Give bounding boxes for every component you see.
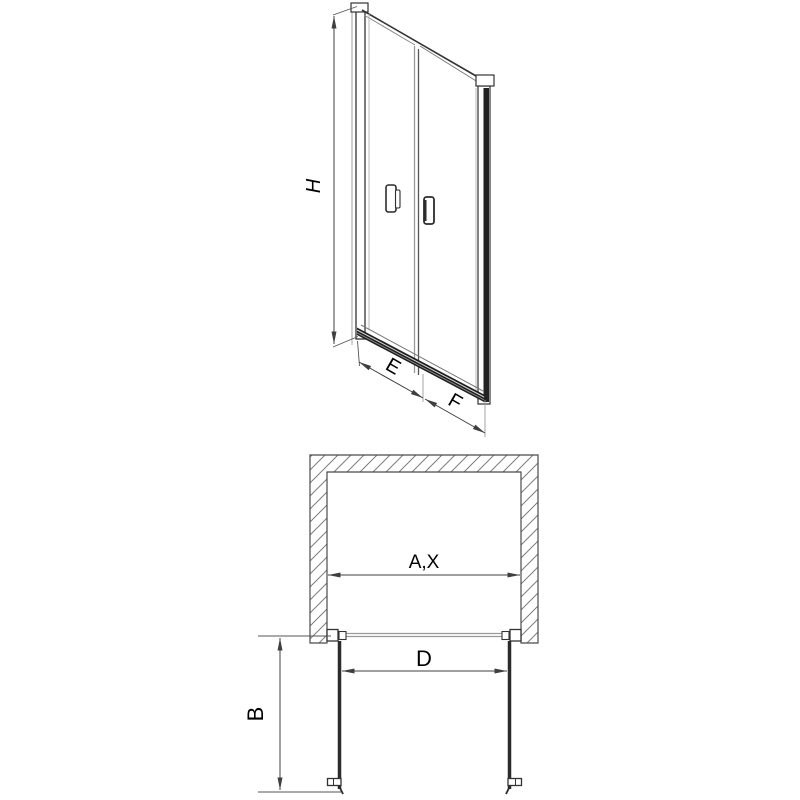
door-edge-tip (340, 788, 343, 794)
door-handle-left-plan (328, 779, 342, 786)
wall-section (310, 455, 538, 643)
dimension-opening-width (328, 552, 520, 575)
dimension-label-ax: A,X (408, 552, 440, 573)
dimension-door-projection (243, 636, 341, 792)
right-hinge (502, 630, 521, 642)
plan-view (243, 455, 538, 794)
right-door-panel-open (506, 641, 522, 794)
door-edge-tip (506, 788, 509, 794)
left-wall-profile (351, 3, 368, 339)
dimension-label-e: E (381, 353, 405, 380)
front-view (303, 3, 494, 437)
left-door-panel-open (328, 641, 344, 794)
bottom-rail (357, 325, 484, 402)
door-handle-left-front (386, 185, 400, 212)
dimension-label-b: B (243, 706, 268, 722)
right-wall-profile (476, 75, 494, 404)
dimension-height (303, 7, 358, 348)
door-closed-line (346, 634, 504, 637)
top-cap-right (476, 75, 494, 86)
extension-line (333, 337, 358, 348)
dimension-label-h: H (303, 178, 325, 194)
dimension-door-span (342, 646, 507, 671)
left-hinge (327, 630, 346, 642)
dimension-label-f: F (444, 389, 466, 415)
dimension-label-d: D (416, 646, 432, 671)
door-top-edges (362, 10, 483, 84)
door-handle-right-plan (508, 779, 522, 786)
door-handle-right-front (424, 197, 434, 224)
